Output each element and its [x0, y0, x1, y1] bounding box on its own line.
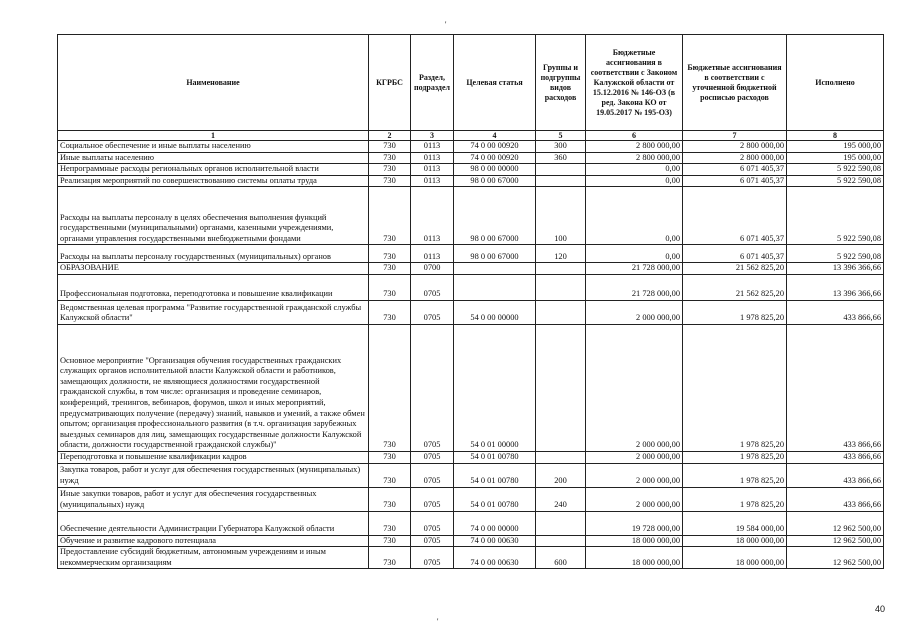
column-index: 5	[536, 131, 586, 141]
row-razdel: 0705	[411, 451, 454, 463]
row-krbs: 730	[369, 245, 411, 263]
row-krbs: 730	[369, 175, 411, 187]
column-index: 3	[411, 131, 454, 141]
row-celevaya: 98 0 00 67000	[454, 245, 536, 263]
row-celevaya: 54 0 01 00780	[454, 487, 536, 511]
row-gruppa: 120	[536, 245, 586, 263]
header-budget2: Бюджетные ассигнования в соответствии с уточненной бюджетной росписью расходов	[683, 35, 787, 131]
row-budget1: 2 000 000,00	[586, 324, 683, 451]
row-razdel: 0113	[411, 175, 454, 187]
row-krbs: 730	[369, 300, 411, 324]
row-budget1: 21 728 000,00	[586, 263, 683, 275]
column-index: 1	[58, 131, 369, 141]
row-ispolneno: 195 000,00	[787, 141, 884, 153]
table-row	[58, 547, 884, 569]
row-gruppa: 200	[536, 463, 586, 487]
row-name: Расходы на выплаты персоналу в целях обеспечения выполнения функций государственными (муниципальными) органами, казенными учреждениями, органами управления государственными внебюджетными фондами	[58, 187, 369, 245]
row-razdel: 0705	[411, 463, 454, 487]
row-celevaya: 74 0 00 00920	[454, 152, 536, 164]
budget-table	[57, 34, 884, 569]
row-gruppa	[536, 300, 586, 324]
row-name: Обучение и развитие кадрового потенциала	[58, 535, 369, 547]
row-krbs: 730	[369, 547, 411, 569]
row-budget2: 6 071 405,37	[683, 175, 787, 187]
column-index: 7	[683, 131, 787, 141]
row-gruppa: 300	[536, 141, 586, 153]
row-budget2: 18 000 000,00	[683, 547, 787, 569]
scan-mark-top: '	[445, 20, 447, 29]
row-budget1: 2 000 000,00	[586, 300, 683, 324]
row-razdel: 0700	[411, 263, 454, 275]
row-ispolneno: 433 866,66	[787, 463, 884, 487]
row-ispolneno: 5 922 590,08	[787, 187, 884, 245]
scan-mark-bottom: '	[437, 617, 439, 626]
row-krbs: 730	[369, 463, 411, 487]
page-number: 40	[875, 604, 886, 614]
header-celevaya: Целевая статья	[454, 35, 536, 131]
table-row	[58, 511, 884, 535]
row-name: Иные закупки товаров, работ и услуг для обеспечения государственных (муниципальных) нужд	[58, 487, 369, 511]
row-ispolneno: 13 396 366,66	[787, 263, 884, 275]
row-budget2: 1 978 825,20	[683, 451, 787, 463]
row-name: Расходы на выплаты персоналу государственных (муниципальных) органов	[58, 245, 369, 263]
row-name: Ведомственная целевая программа "Развитие государственной гражданской службы Калужской области"	[58, 300, 369, 324]
row-budget2: 1 978 825,20	[683, 463, 787, 487]
table-row	[58, 141, 884, 153]
row-krbs: 730	[369, 274, 411, 300]
row-gruppa	[536, 324, 586, 451]
row-gruppa	[536, 451, 586, 463]
table-row	[58, 535, 884, 547]
row-name: Иные выплаты населению	[58, 152, 369, 164]
row-name: Реализация мероприятий по совершенствованию системы оплаты труда	[58, 175, 369, 187]
row-razdel: 0705	[411, 300, 454, 324]
column-index: 4	[454, 131, 536, 141]
row-krbs: 730	[369, 451, 411, 463]
row-name: Непрограммные расходы региональных органов исполнительной власти	[58, 164, 369, 176]
row-budget2: 6 071 405,37	[683, 245, 787, 263]
table-header-row	[58, 35, 884, 131]
column-index: 2	[369, 131, 411, 141]
header-name: Наименование	[58, 35, 369, 131]
row-gruppa	[536, 175, 586, 187]
row-budget1: 0,00	[586, 187, 683, 245]
row-gruppa: 100	[536, 187, 586, 245]
row-razdel: 0113	[411, 187, 454, 245]
row-budget1: 18 000 000,00	[586, 535, 683, 547]
row-celevaya: 74 0 00 00000	[454, 511, 536, 535]
row-budget2: 19 584 000,00	[683, 511, 787, 535]
row-celevaya: 74 0 00 00630	[454, 535, 536, 547]
row-name: Социальное обеспечение и иные выплаты населению	[58, 141, 369, 153]
row-budget2: 21 562 825,20	[683, 274, 787, 300]
row-budget2: 18 000 000,00	[683, 535, 787, 547]
table-row	[58, 451, 884, 463]
row-budget2: 1 978 825,20	[683, 487, 787, 511]
table-row	[58, 263, 884, 275]
table-row	[58, 324, 884, 451]
table-row	[58, 175, 884, 187]
row-ispolneno: 13 396 366,66	[787, 274, 884, 300]
row-name: Предоставление субсидий бюджетным, автономным учреждениям и иным некоммерческим организациям	[58, 547, 369, 569]
row-razdel: 0705	[411, 274, 454, 300]
row-name: Основное мероприятие "Организация обучения государственных гражданских служащих органов исполнительной власти Калужской области и работников, замещающих должности, не являющиеся должностями государственной гражданской службы, в том числе: организация и проведение семинаров, конференций, тренингов, вебинаров, форумов, школ и иных мероприятий, предусматривающих получение (передачу) знаний, навыков и умений, а также обмен опытом; организация профессионального развития (в т.ч. организация зарубежных выездных семинаров для лиц, замещающих государственные должности Калужской области, должности государственной гражданской службы)"	[58, 324, 369, 451]
row-razdel: 0705	[411, 487, 454, 511]
row-budget2: 2 800 000,00	[683, 141, 787, 153]
header-ispolneno: Исполнено	[787, 35, 884, 131]
row-ispolneno: 12 962 500,00	[787, 547, 884, 569]
row-celevaya	[454, 274, 536, 300]
row-ispolneno: 5 922 590,08	[787, 164, 884, 176]
row-ispolneno: 12 962 500,00	[787, 535, 884, 547]
row-gruppa	[536, 511, 586, 535]
header-razdel: Раздел, подраздел	[411, 35, 454, 131]
row-celevaya: 54 0 01 00780	[454, 463, 536, 487]
row-krbs: 730	[369, 487, 411, 511]
row-krbs: 730	[369, 187, 411, 245]
row-gruppa	[536, 263, 586, 275]
table-row	[58, 487, 884, 511]
row-budget1: 2 800 000,00	[586, 141, 683, 153]
row-budget1: 0,00	[586, 175, 683, 187]
column-index-row	[58, 131, 884, 141]
row-celevaya: 98 0 00 67000	[454, 187, 536, 245]
row-razdel: 0113	[411, 152, 454, 164]
row-razdel: 0113	[411, 245, 454, 263]
row-razdel: 0705	[411, 547, 454, 569]
row-budget1: 21 728 000,00	[586, 274, 683, 300]
row-krbs: 730	[369, 141, 411, 153]
row-celevaya: 98 0 00 00000	[454, 164, 536, 176]
row-gruppa	[536, 164, 586, 176]
column-index: 8	[787, 131, 884, 141]
row-name: Закупка товаров, работ и услуг для обеспечения государственных (муниципальных) нужд	[58, 463, 369, 487]
row-ispolneno: 12 962 500,00	[787, 511, 884, 535]
row-ispolneno: 5 922 590,08	[787, 245, 884, 263]
row-budget1: 0,00	[586, 245, 683, 263]
row-gruppa	[536, 535, 586, 547]
table-row	[58, 152, 884, 164]
header-gruppy: Группы и подгруппы видов расходов	[536, 35, 586, 131]
row-budget1: 0,00	[586, 164, 683, 176]
row-celevaya: 54 0 01 00000	[454, 324, 536, 451]
row-budget1: 2 000 000,00	[586, 451, 683, 463]
row-name: Обеспечение деятельности Администрации Губернатора Калужской области	[58, 511, 369, 535]
row-gruppa: 240	[536, 487, 586, 511]
row-krbs: 730	[369, 511, 411, 535]
row-razdel: 0705	[411, 511, 454, 535]
row-budget2: 21 562 825,20	[683, 263, 787, 275]
table-row	[58, 245, 884, 263]
row-razdel: 0113	[411, 164, 454, 176]
header-budget1: Бюджетные ассигнования в соответствии с Законом Калужской области от 15.12.2016 № 146-ОЗ (в ред. Закона КО от 19.05.2017 № 195-ОЗ)	[586, 35, 683, 131]
row-gruppa: 600	[536, 547, 586, 569]
row-celevaya: 98 0 00 67000	[454, 175, 536, 187]
row-budget1: 2 000 000,00	[586, 487, 683, 511]
row-ispolneno: 433 866,66	[787, 451, 884, 463]
row-krbs: 730	[369, 152, 411, 164]
row-gruppa: 360	[536, 152, 586, 164]
row-krbs: 730	[369, 164, 411, 176]
table-row	[58, 164, 884, 176]
row-celevaya: 74 0 00 00630	[454, 547, 536, 569]
row-budget2: 2 800 000,00	[683, 152, 787, 164]
row-razdel: 0705	[411, 535, 454, 547]
row-name: ОБРАЗОВАНИЕ	[58, 263, 369, 275]
row-ispolneno: 433 866,66	[787, 324, 884, 451]
table-row	[58, 274, 884, 300]
row-razdel: 0113	[411, 141, 454, 153]
row-budget2: 1 978 825,20	[683, 324, 787, 451]
row-ispolneno: 195 000,00	[787, 152, 884, 164]
row-ispolneno: 5 922 590,08	[787, 175, 884, 187]
row-krbs: 730	[369, 535, 411, 547]
column-index: 6	[586, 131, 683, 141]
row-name: Переподготовка и повышение квалификации кадров	[58, 451, 369, 463]
row-razdel: 0705	[411, 324, 454, 451]
row-krbs: 730	[369, 263, 411, 275]
row-celevaya	[454, 263, 536, 275]
row-ispolneno: 433 866,66	[787, 300, 884, 324]
row-gruppa	[536, 274, 586, 300]
row-budget1: 19 728 000,00	[586, 511, 683, 535]
row-celevaya: 54 0 01 00780	[454, 451, 536, 463]
header-krbs: КГРБС	[369, 35, 411, 131]
row-name: Профессиональная подготовка, переподготовка и повышение квалификации	[58, 274, 369, 300]
table-row	[58, 187, 884, 245]
row-budget2: 6 071 405,37	[683, 164, 787, 176]
row-budget2: 1 978 825,20	[683, 300, 787, 324]
row-celevaya: 54 0 00 00000	[454, 300, 536, 324]
row-budget2: 6 071 405,37	[683, 187, 787, 245]
row-ispolneno: 433 866,66	[787, 487, 884, 511]
row-budget1: 2 800 000,00	[586, 152, 683, 164]
row-celevaya: 74 0 00 00920	[454, 141, 536, 153]
row-budget1: 18 000 000,00	[586, 547, 683, 569]
row-krbs: 730	[369, 324, 411, 451]
table-row	[58, 463, 884, 487]
row-budget1: 2 000 000,00	[586, 463, 683, 487]
table-row	[58, 300, 884, 324]
